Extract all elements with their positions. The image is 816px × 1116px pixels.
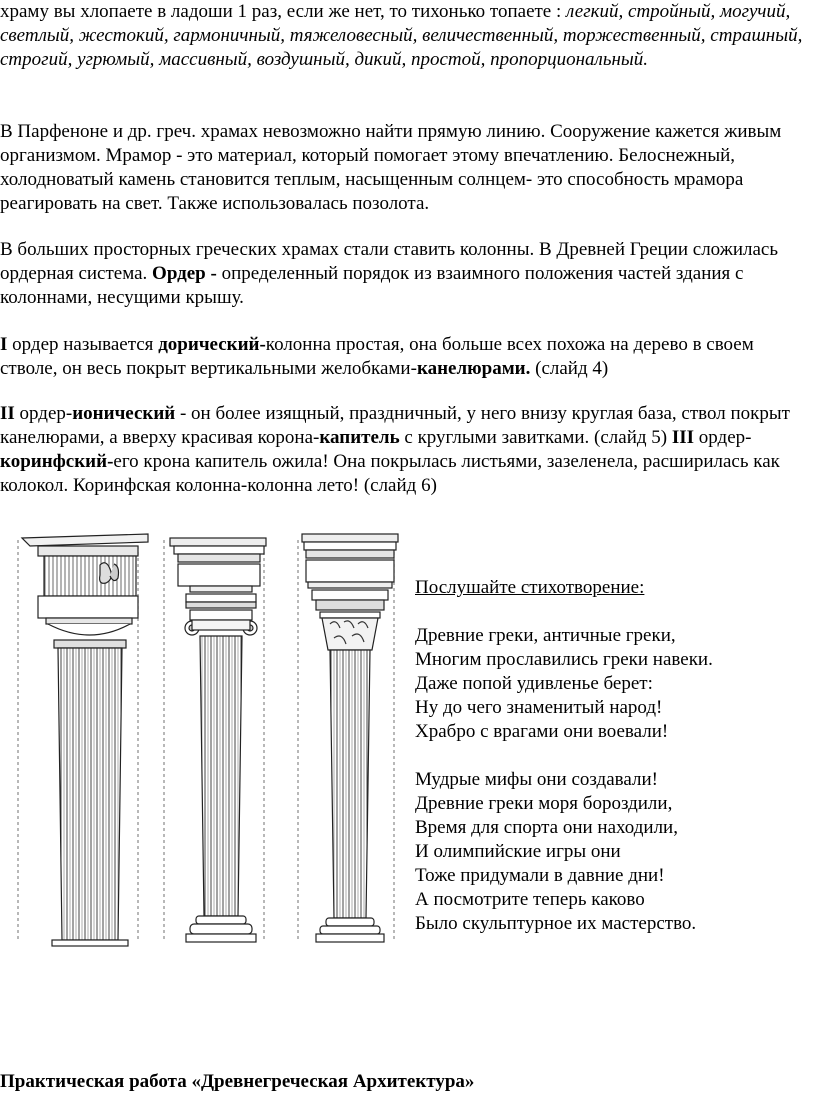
parthenon-paragraph: В Парфеноне и др. греч. храмах невозможно найти прямую линию. Сооружение кажется живым организмом. Мрамор - это материал, который помогает этому впечатлению. Белоснежный, холодноватый камень становится теплым, насыщенным солнцем- это способность мрамора реагировать на свет. Также использовалась позолота.: [0, 121, 782, 214]
order-text-1: В больших просторных греческих храмах стали ставить колонны. В Древней Греции сложилась ордерная система.: [0, 239, 779, 284]
ionic-text-1: ордер-: [19, 403, 73, 424]
ionic-corinthian-paragraph: [0, 402, 806, 498]
poem-line: Ну до чего знаменитый народ!: [415, 697, 663, 718]
poem-line: Мудрые мифы они создавали!: [415, 769, 658, 790]
poem-line: Тоже придумали в давние дни!: [415, 865, 665, 886]
poem-line: Было скульптурное их мастерство.: [415, 913, 697, 934]
doric-text-2: колонна простая, она больше всех похожа на дерево в своем стволе, он весь покрыт вертикальными желобками-: [0, 334, 754, 379]
poem-block: [415, 576, 805, 936]
doric-term: дорический-: [158, 334, 266, 355]
poem-line: Храбро с врагами они воевали!: [415, 721, 669, 742]
intro-text: храму вы хлопаете в ладоши 1 раз, если же нет, то тихонько топаете :: [0, 1, 567, 22]
poem-line: Древние греки моря бороздили,: [415, 793, 673, 814]
order-definition: определенный порядок из взаимного положения частей здания с колоннами, несущими крышу.: [0, 263, 744, 308]
adjectives-list: легкий, стройный, могучий, светлый, жестокий, гармоничный, тяжеловесный, величественный, торжественный, страшный, строгий, угрюмый, массивный, воздушный, дикий, простой, пропорциональный.: [0, 1, 803, 70]
doric-paragraph: [0, 333, 806, 381]
corinthian-text-2: его крона капитель ожила! Она покрылась листьями, зазеленела, расширилась как колокол. Коринфская колонна-колонна лето! (слайд 6): [0, 451, 780, 496]
poem-line: Время для спорта они находили,: [415, 817, 678, 838]
order-term: Ордер -: [152, 263, 222, 284]
doric-text-1: ордер называется: [12, 334, 159, 355]
corinthian-term: коринфский-: [0, 451, 114, 472]
corinthian-text-1: ордер-: [694, 427, 752, 448]
ionic-column-drawing: [164, 538, 266, 942]
column-orders-illustration: [0, 520, 404, 950]
poem-line: А посмотрите теперь каково: [415, 889, 645, 910]
practical-work-heading: Практическая работа «Древнегреческая Архитектура»: [0, 1071, 475, 1092]
corinthian-numeral: III: [671, 427, 695, 448]
stanza-gap: [415, 744, 805, 768]
intro-paragraph: [0, 0, 806, 72]
poem-line: Даже попой удивленье берет:: [415, 673, 653, 694]
ionic-numeral: II: [0, 403, 20, 424]
capital-term: капитель: [319, 427, 400, 448]
flutes-term: канелюрами.: [416, 358, 531, 379]
order-paragraph: [0, 238, 806, 310]
poem-line: Многим прославились греки навеки.: [415, 649, 713, 670]
ionic-text-3: с круглыми завитками. (слайд 5): [399, 427, 672, 448]
ionic-term: ионический: [72, 403, 176, 424]
poem-title: Послушайте стихотворение:: [415, 577, 645, 598]
poem-line: И олимпийские игры они: [415, 841, 621, 862]
poem-line: Древние греки, античные греки,: [415, 625, 676, 646]
doric-numeral: I: [0, 334, 13, 355]
corinthian-column-drawing: [298, 534, 398, 942]
doric-column-drawing: [18, 534, 148, 946]
ionic-text-2: - он более изящный, праздничный, у него внизу круглая база, ствол покрыт канелюрами, а вверху красивая корона-: [0, 403, 790, 448]
column-orders-drawing: [0, 520, 404, 950]
doric-slide-ref: (слайд 4): [530, 358, 609, 379]
